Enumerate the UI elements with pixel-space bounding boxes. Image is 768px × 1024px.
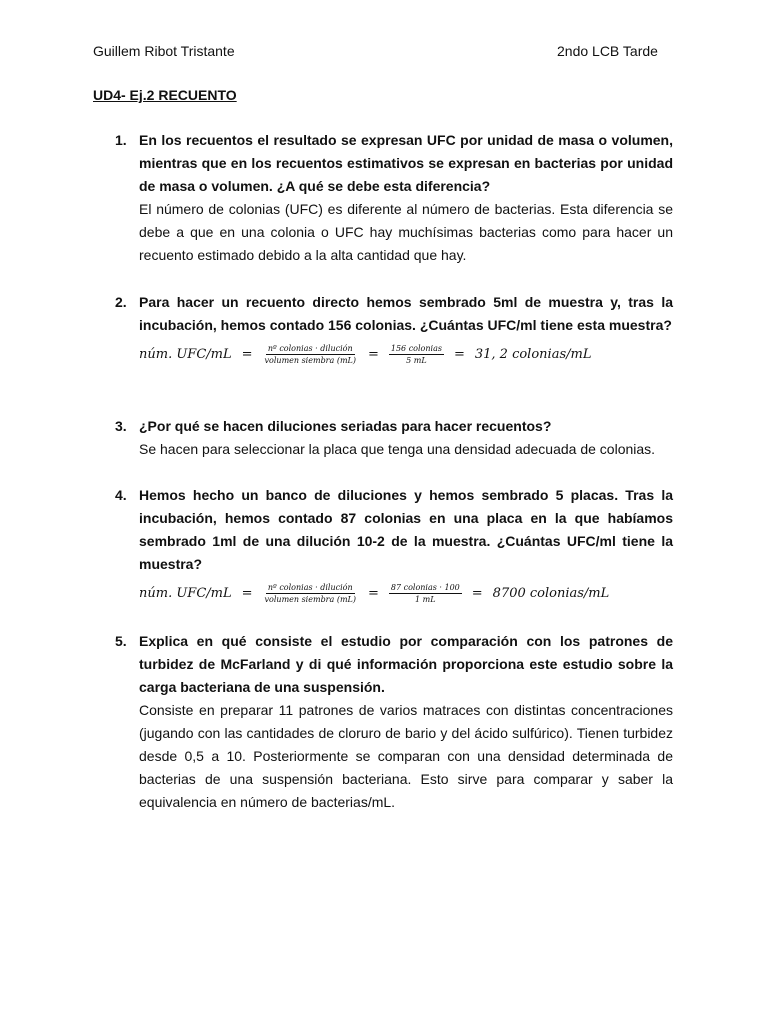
fraction-numerator: nº colonias · dilución <box>267 582 353 592</box>
question-number: 1. <box>115 132 127 148</box>
fraction-denominator: 5 mL <box>406 355 427 365</box>
formula-lhs: núm. UFC/mL <box>139 346 232 362</box>
question-5 <box>115 630 673 814</box>
fraction-denominator: volumen siembra (mL) <box>264 355 356 365</box>
equals-sign: = <box>453 346 465 362</box>
question-text: Hemos hecho un banco de diluciones y hemos sembrado 5 placas. Tras la incubación, hemos contado 87 colonias en una placa en la que habíamos sembrado 1ml de una dilución 10-2 de la muestra. ¿Cuántas UFC/ml tiene la muestra? <box>139 487 673 572</box>
formula <box>139 578 673 608</box>
fraction-denominator: volumen siembra (mL) <box>264 594 356 604</box>
question-3 <box>115 415 673 461</box>
equals-sign: = <box>241 585 253 601</box>
equals-sign: = <box>367 346 379 362</box>
question-text: Para hacer un recuento directo hemos sembrado 5ml de muestra y, tras la incubación, hemos contado 156 colonias. ¿Cuántas UFC/ml tiene esta muestra? <box>139 294 673 333</box>
page-title: UD4- Ej.2 RECUENTO <box>93 87 237 103</box>
fraction <box>389 582 462 605</box>
question-4 <box>115 484 673 608</box>
question-number: 5. <box>115 633 127 649</box>
question-number: 3. <box>115 418 127 434</box>
question-text: Explica en qué consiste el estudio por comparación con los patrones de turbidez de McFarland y di qué información proporciona este estudio sobre la carga bacteriana de una suspensión. <box>139 633 673 695</box>
fraction-numerator: 156 colonias <box>390 343 442 353</box>
formula-lhs: núm. UFC/mL <box>139 585 232 601</box>
formula-result: 8700 colonias/mL <box>492 585 610 601</box>
header-course: 2ndo LCB Tarde <box>557 43 658 59</box>
fraction <box>263 343 358 366</box>
question-1 <box>115 129 673 267</box>
fraction-numerator: 87 colonias · 100 <box>390 582 460 592</box>
formula <box>139 339 673 369</box>
fraction-numerator: nº colonias · dilución <box>267 343 353 353</box>
question-2 <box>115 291 673 369</box>
answer-text: El número de colonias (UFC) es diferente al número de bacterias. Esta diferencia se debe a que en una colonia o UFC hay muchísimas bacterias como para hacer un recuento estimado debido a la alta cantidad que hay. <box>139 201 673 263</box>
question-text: En los recuentos el resultado se expresan UFC por unidad de masa o volumen, mientras que en los recuentos estimativos se expresan en bacterias por unidad de masa o volumen. ¿A qué se debe esta diferencia? <box>139 132 673 194</box>
fraction <box>389 343 444 366</box>
answer-text: Consiste en preparar 11 patrones de varios matraces con distintas concentraciones (jugando con las cantidades de cloruro de bario y del ácido sulfúrico). Tienen turbidez desde 0,5 a 10. Posteriormente se comparan con una densidad determinada de bacterias de una suspensión bacteriana. Esto sirve para comparar y saber la equivalencia en número de bacterias/mL. <box>139 702 673 810</box>
fraction-denominator: 1 mL <box>415 594 436 604</box>
fraction <box>263 582 358 605</box>
equals-sign: = <box>241 346 253 362</box>
equals-sign: = <box>471 585 483 601</box>
question-number: 4. <box>115 487 127 503</box>
header-author: Guillem Ribot Tristante <box>93 43 235 59</box>
formula-result: 31, 2 colonias/mL <box>474 346 592 362</box>
question-text: ¿Por qué se hacen diluciones seriadas para hacer recuentos? <box>139 418 552 434</box>
question-number: 2. <box>115 294 127 310</box>
answer-text: Se hacen para seleccionar la placa que tenga una densidad adecuada de colonias. <box>139 441 656 457</box>
equals-sign: = <box>367 585 379 601</box>
